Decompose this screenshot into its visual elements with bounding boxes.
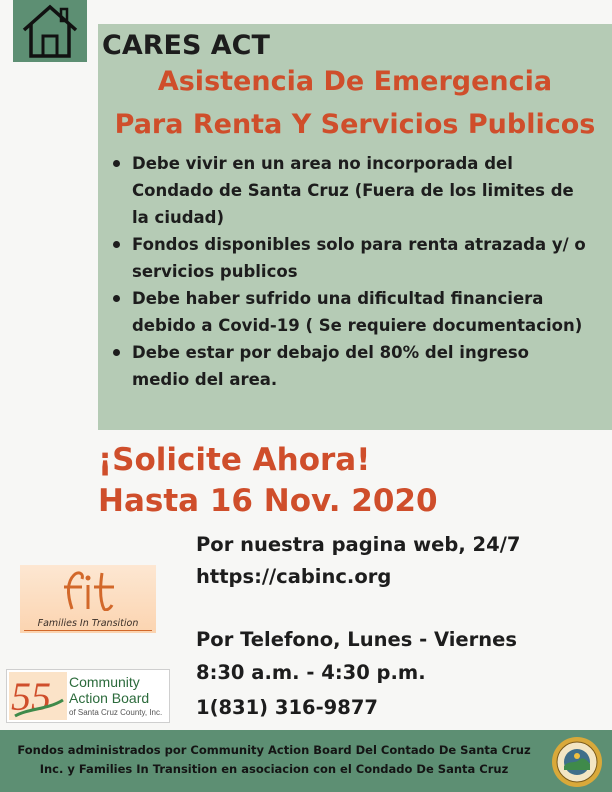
cab-55-mark: [9, 672, 67, 720]
website-link[interactable]: https://cabinc.org: [196, 565, 392, 588]
requirement-item: Debe estar por debajo del 80% del ingreso medio del area.: [108, 339, 588, 393]
footer-line-2: Inc. y Families In Transition en asociacion con el Condado De Santa Cruz: [39, 762, 509, 776]
subtitle-line-2: Para Renta Y Servicios Publicos: [114, 109, 596, 140]
requirements-list: [108, 150, 588, 393]
deadline-heading: Hasta 16 Nov. 2020: [98, 483, 438, 519]
subtitle-line-1: Asistencia De Emergencia: [157, 66, 553, 97]
community-action-board-logo: [6, 669, 170, 723]
web-label: Por nuestra pagina web, 24/7: [196, 533, 521, 556]
home-icon: [20, 3, 80, 59]
requirement-item: Debe vivir en un area no incorporada del Condado de Santa Cruz (Fuera de los limites de la ciudad): [108, 150, 588, 231]
requirement-item: Debe haber sufrido una dificultad financiera debido a Covid-19 ( Se requiere documentacion): [108, 285, 588, 339]
office-hours: 8:30 a.m. - 4:30 p.m.: [196, 661, 426, 684]
families-in-transition-logo: [20, 565, 156, 633]
fit-underline: [24, 630, 152, 631]
page-title: CARES ACT: [102, 30, 270, 61]
county-seal-icon: [551, 736, 603, 788]
phone-label: Por Telefono, Lunes - Viernes: [196, 628, 517, 651]
footer-bar: [0, 730, 612, 792]
home-icon-box: [13, 0, 87, 62]
footer-line-1: Fondos administrados por Community Action Board Del Contado De Santa Cruz: [17, 743, 531, 757]
cab-name-line-1: Community: [69, 674, 140, 690]
cab-name-line-2: Action Board: [69, 690, 150, 706]
cab-55-text: 55: [11, 674, 51, 719]
apply-now-heading: ¡Solicite Ahora!: [98, 442, 371, 478]
phone-number[interactable]: 1(831) 316-9877: [196, 696, 378, 719]
fit-logo-mark: [58, 569, 120, 611]
requirement-item: Fondos disponibles solo para renta atrazada y/ o servicios publicos: [108, 231, 588, 285]
fit-caption: Families In Transition: [37, 618, 139, 629]
cab-tagline: of Santa Cruz County, Inc.: [69, 708, 163, 717]
